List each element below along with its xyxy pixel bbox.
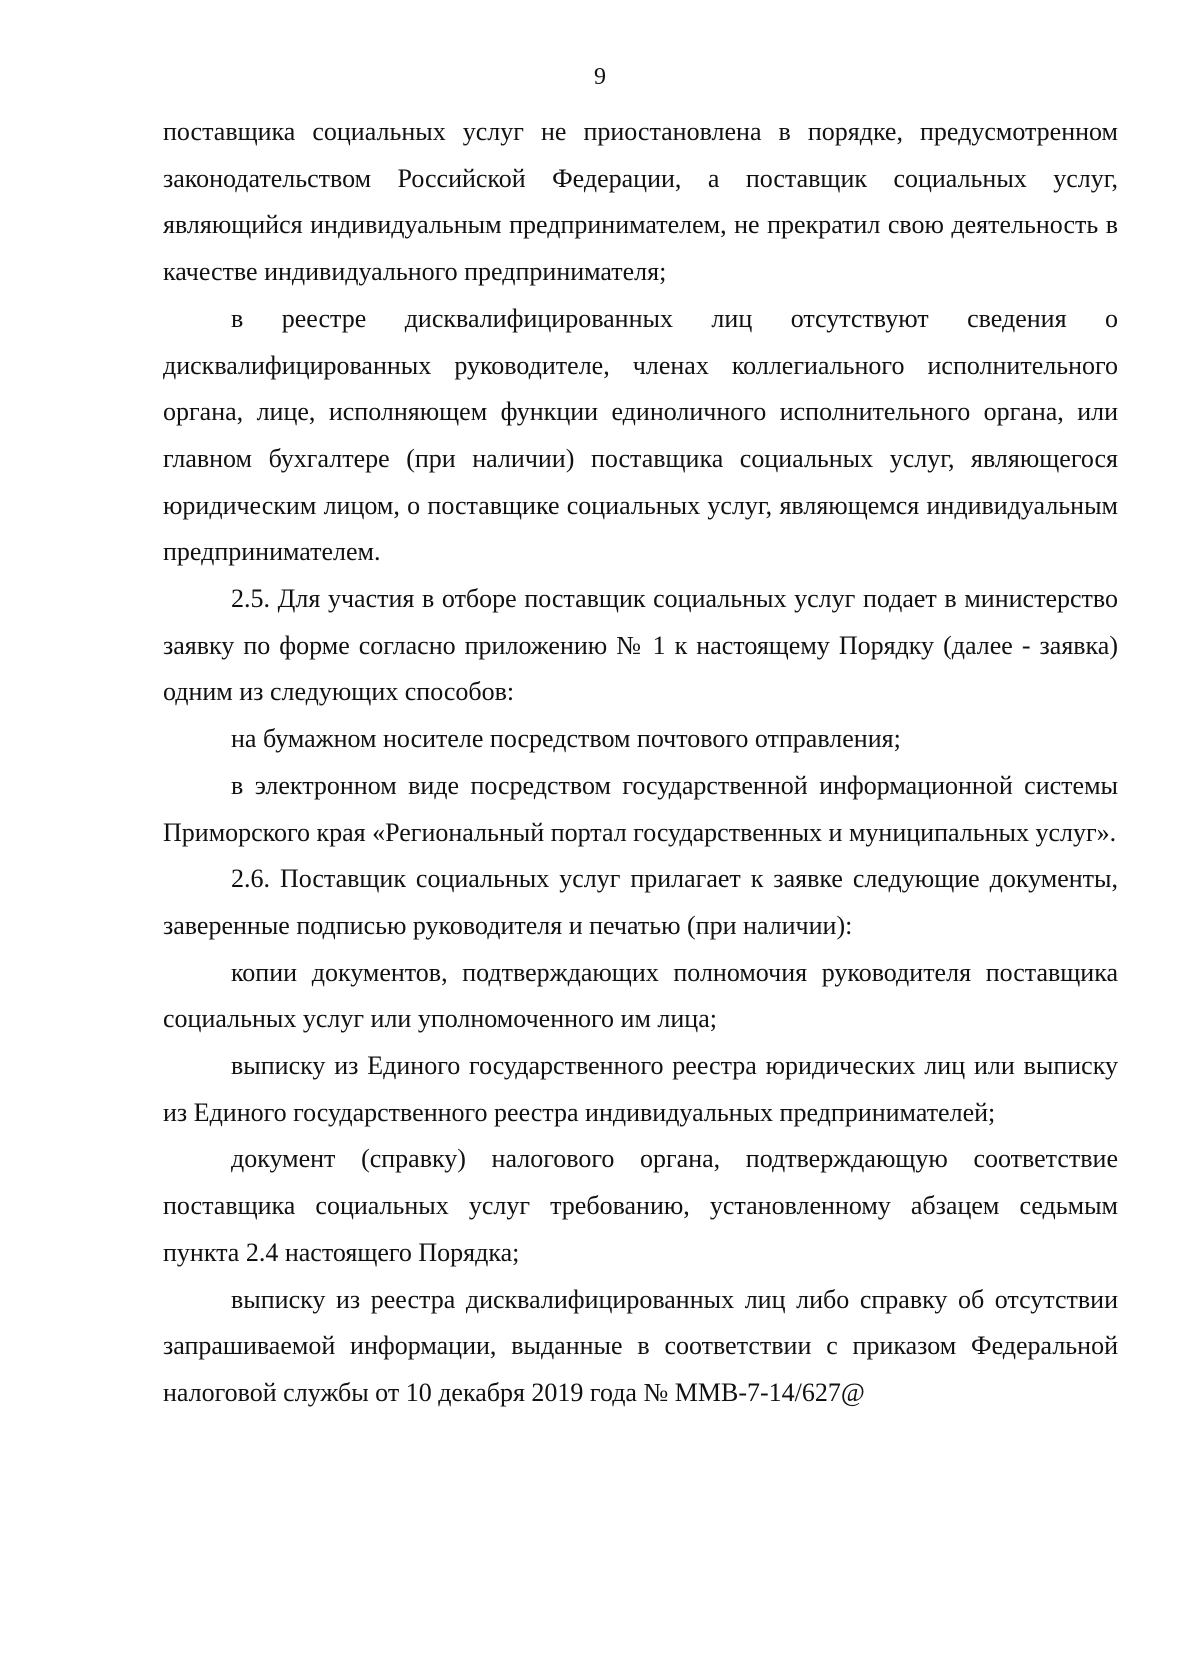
paragraph-electronic-submission: в электронном виде посредством государственной информационной системы Приморского края «Региональный портал государственных и муниципальных услуг». xyxy=(163,770,1118,847)
paragraph-continuation: поставщика социальных услуг не приостановлена в порядке, предусмотренном законодательством Российской Федерации, а поставщик социальных услуг, являющийся индивидуальным предпринимателем, не прекратил свою деятельность в качестве индивидуального предпринимателя; xyxy=(163,117,1118,287)
paragraph-disqualified-registry: в реестре дисквалифицированных лиц отсутствуют сведения о дисквалифицированных руководителе, членах коллегиального исполнительного органа, лице, исполняющем функции единоличного исполнительного органа, или главном бухгалтере (при наличии) поставщика социальных услуг, являющегося юридическим лицом, о поставщике социальных услуг, являющемся индивидуальным предпринимателем. xyxy=(163,303,1118,567)
paragraph-paper-submission: на бумажном носителе посредством почтового отправления; xyxy=(231,724,901,754)
paragraph-registry-extract: выписку из реестра дисквалифицированных лиц либо справку об отсутствии запрашиваемой информации, выданные в соответствии с приказом Федеральной налоговой службы от 10 декабря 2019 года № ММВ-7-14/627@ xyxy=(163,1284,1118,1407)
paragraph-egrul-extract: выписку из Единого государственного реестра юридических лиц или выписку из Единого государственного реестра индивидуальных предпринимателей; xyxy=(163,1051,1118,1127)
document-body xyxy=(163,109,1118,1417)
paragraph-2-5: 2.5. Для участия в отборе поставщик социальных услуг подает в министерство заявку по форме согласно приложению № 1 к настоящему Порядку (далее - заявка) одним из следующих способов: xyxy=(163,584,1118,707)
paragraph-2-6: 2.6. Поставщик социальных услуг прилагает к заявке следующие документы, заверенные подписью руководителя и печатью (при наличии): xyxy=(163,864,1118,940)
paragraph-document-copies: копии документов, подтверждающих полномочия руководителя поставщика социальных услуг или уполномоченного им лица; xyxy=(163,957,1118,1034)
paragraph-tax-certificate: документ (справку) налогового органа, подтверждающую соответствие поставщика социальных услуг требованию, установленному абзацем седьмым пункта 2.4 настоящего Порядка; xyxy=(163,1144,1118,1267)
page-number: 9 xyxy=(594,64,606,90)
